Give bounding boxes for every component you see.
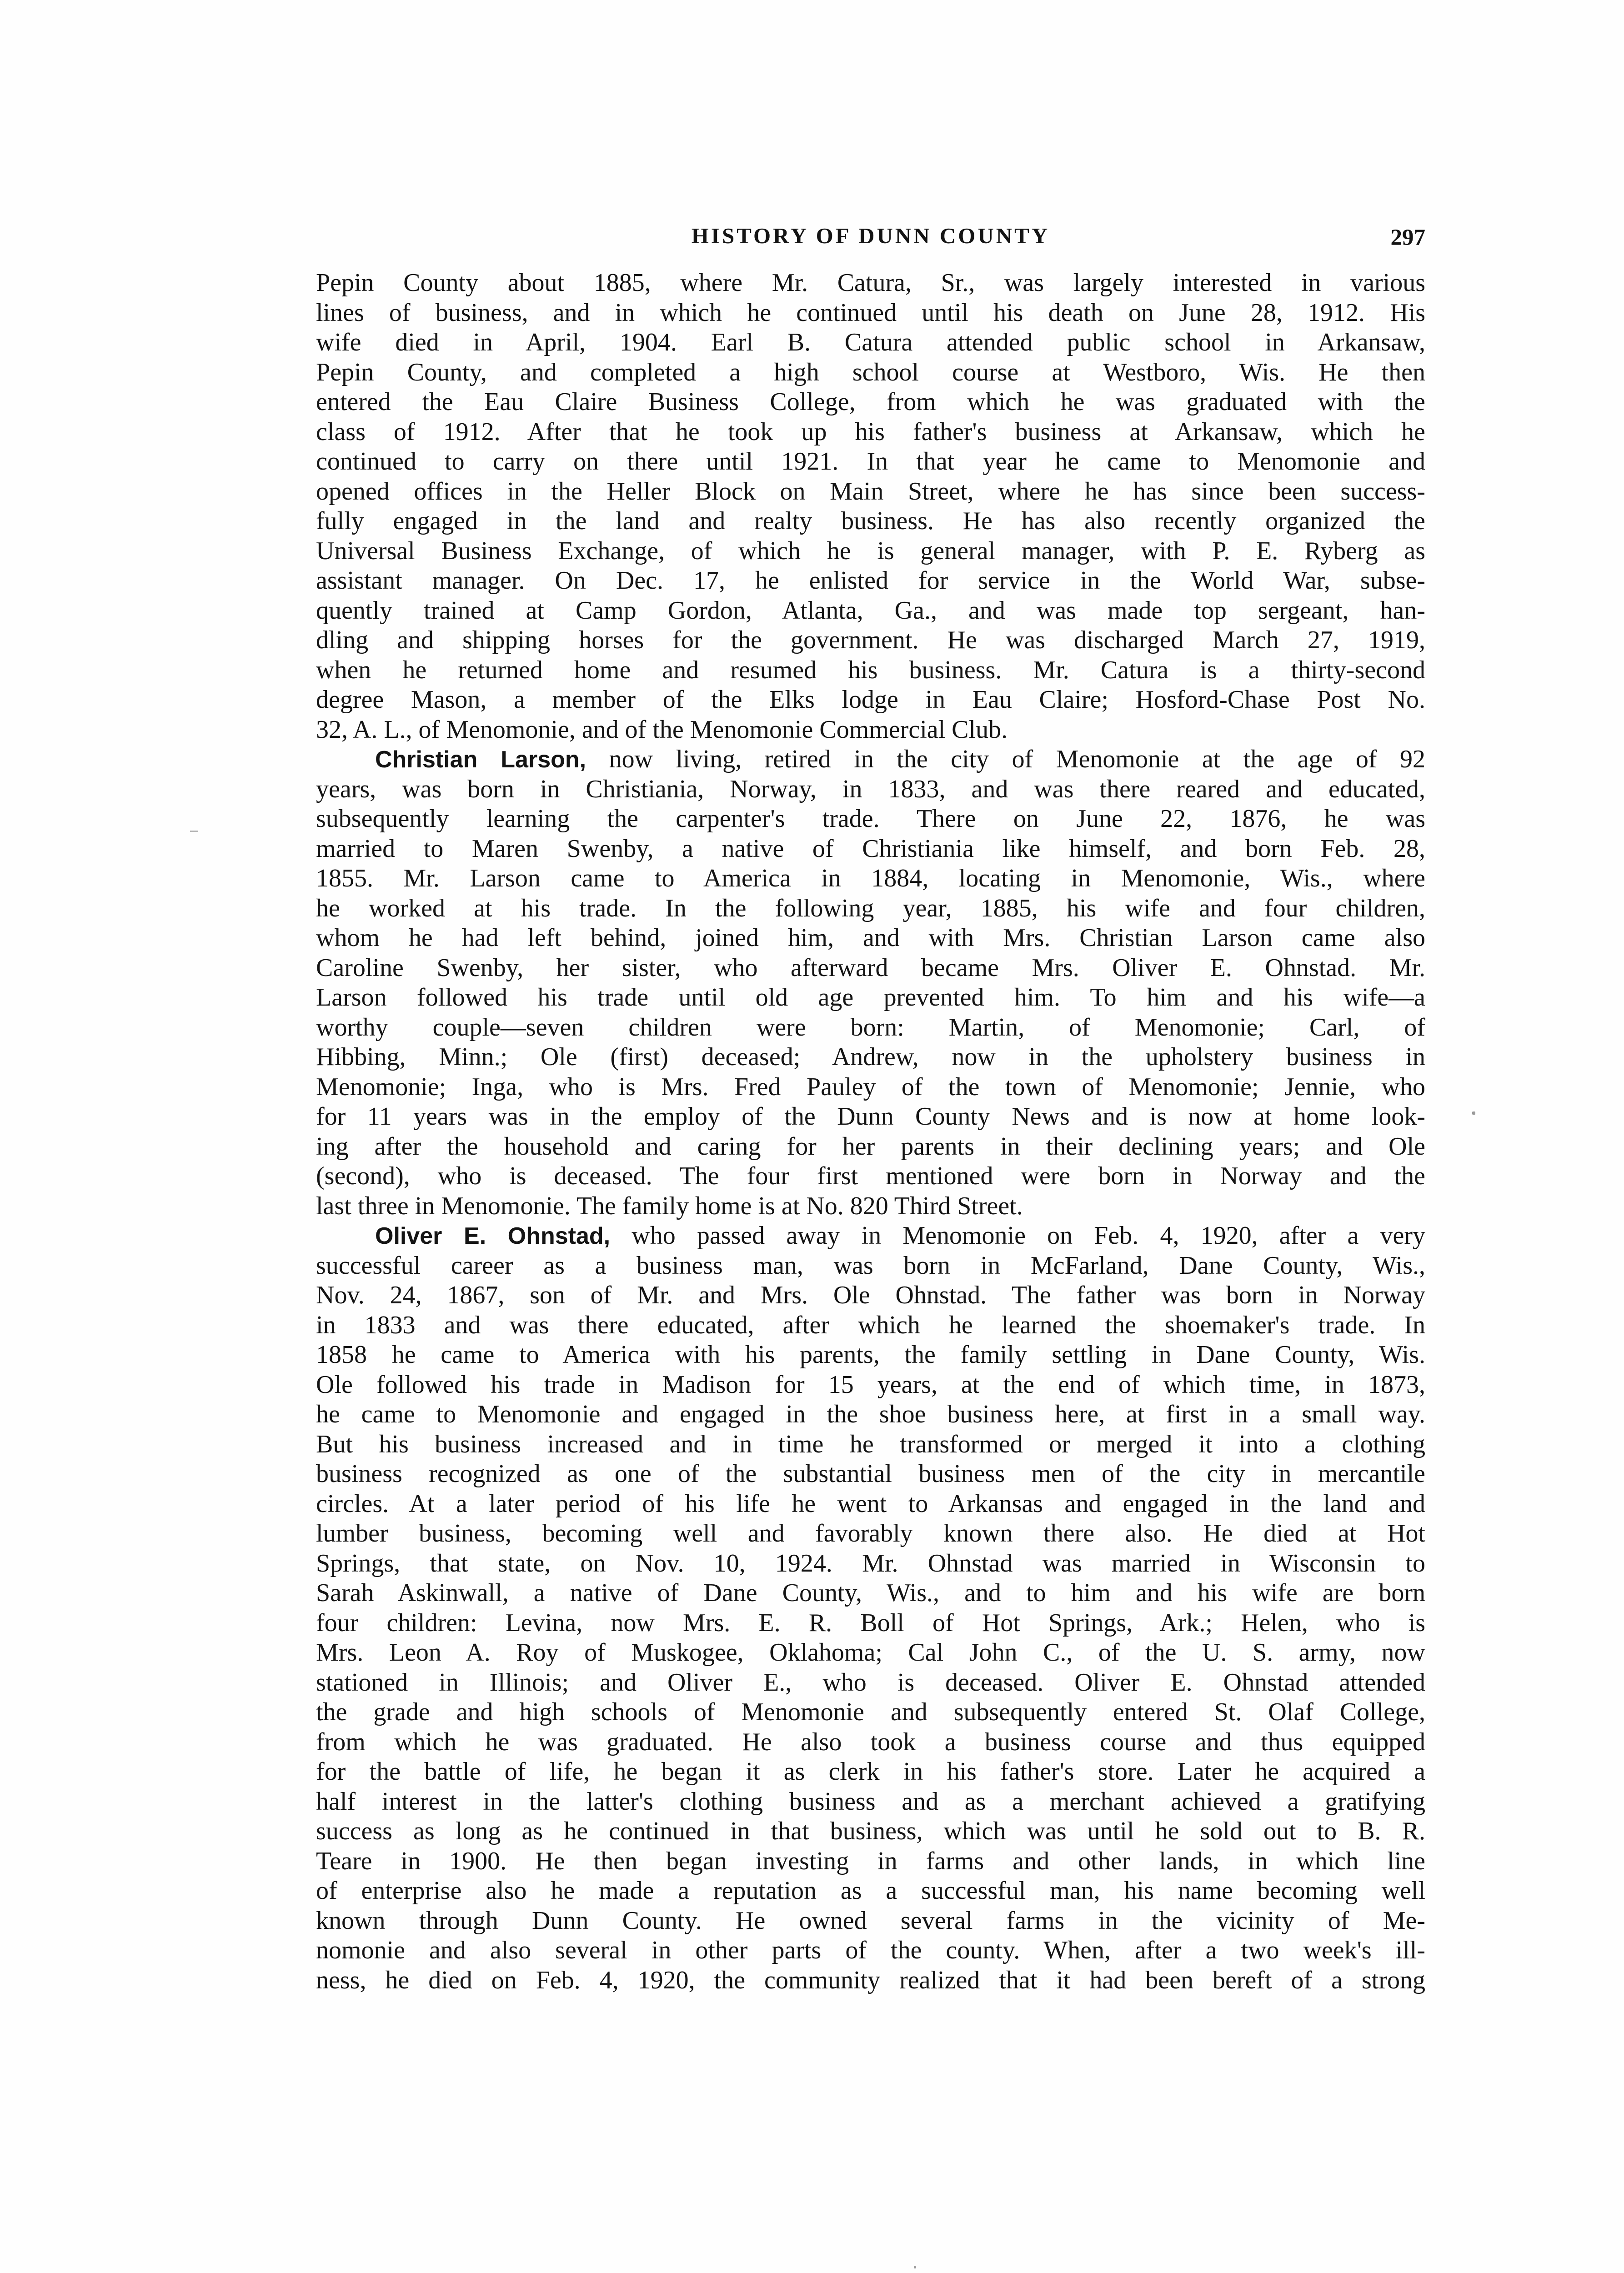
text-line: Pepin County, and completed a high school course at Westboro, Wis. He then <box>316 358 1425 386</box>
text-line: for the battle of life, he began it as clerk in his father's store. Later he acquired a <box>316 1757 1425 1786</box>
text-line: (second), who is deceased. The four first mentioned were born in Norway and the <box>316 1162 1425 1190</box>
text-line: four children: Levina, now Mrs. E. R. Boll of Hot Springs, Ark.; Helen, who is <box>316 1608 1425 1637</box>
text-line: Mrs. Leon A. Roy of Muskogee, Oklahoma; Cal John C., of the U. S. army, now <box>316 1638 1425 1667</box>
text-line: lines of business, and in which he continued until his death on June 28, 1912. His <box>316 298 1425 327</box>
text-line: opened offices in the Heller Block on Main Street, where he has since been success- <box>316 477 1425 506</box>
text-line: continued to carry on there until 1921. In that year he came to Menomonie and <box>316 447 1425 476</box>
text-line: business recognized as one of the substantial business men of the city in mercantile <box>316 1460 1425 1488</box>
text-line: Teare in 1900. He then began investing in farms and other lands, in which line <box>316 1847 1425 1875</box>
text-line: for 11 years was in the employ of the Dunn County News and is now at home look- <box>316 1102 1425 1131</box>
text-line: known through Dunn County. He owned several farms in the vicinity of Me- <box>316 1906 1425 1935</box>
text-line: lumber business, becoming well and favorably known there also. He died at Hot <box>316 1519 1425 1547</box>
body-text <box>316 268 1425 2087</box>
scan-speck <box>914 2266 916 2268</box>
biography-name: Oliver E. Ohnstad, <box>375 1223 611 1249</box>
text-line: ness, he died on Feb. 4, 1920, the community realized that it had been bereft of a strong <box>316 1966 1425 1994</box>
paragraph-catura <box>316 268 1425 745</box>
scan-speck <box>1472 1111 1475 1115</box>
text-line: Sarah Askinwall, a native of Dane County, Wis., and to him and his wife are born <box>316 1579 1425 1607</box>
paragraph-oliver-ohnstad <box>316 1221 1425 1995</box>
text-line: when he returned home and resumed his business. Mr. Catura is a thirty-second <box>316 656 1425 684</box>
text-line: 1858 he came to America with his parents, the family settling in Dane County, Wis. <box>316 1341 1425 1369</box>
text-line: he worked at his trade. In the following year, 1885, his wife and four children, <box>316 894 1425 922</box>
biography-name: Christian Larson, <box>375 746 586 773</box>
text-line: half interest in the latter's clothing business and as a merchant achieved a gratifying <box>316 1787 1425 1816</box>
text-line: the grade and high schools of Menomonie and subsequently entered St. Olaf College, <box>316 1698 1425 1726</box>
text-line: stationed in Illinois; and Oliver E., who is deceased. Oliver E. Ohnstad attended <box>316 1668 1425 1697</box>
text-line: of enterprise also he made a reputation as a successful man, his name becoming well <box>316 1877 1425 1905</box>
text-line: last three in Menomonie. The family home is at No. 820 Third Street. <box>316 1192 1023 1220</box>
text-line: married to Maren Swenby, a native of Christiania like himself, and born Feb. 28, <box>316 834 1425 863</box>
text-line: class of 1912. After that he took up his father's business at Arkansaw, which he <box>316 417 1425 446</box>
text-line: successful career as a business man, was born in McFarland, Dane County, Wis., <box>316 1251 1425 1280</box>
text-line: Ole followed his trade in Madison for 15 years, at the end of which time, in 1873, <box>316 1370 1425 1399</box>
running-title: HISTORY OF DUNN COUNTY <box>691 223 1050 248</box>
text-line: degree Mason, a member of the Elks lodge in Eau Claire; Hosford-Chase Post No. <box>316 686 1425 714</box>
text-line: he came to Menomonie and engaged in the shoe business here, at first in a small way. <box>316 1400 1425 1428</box>
text-line-lead <box>316 1221 1425 1251</box>
text-line-lead <box>316 745 1425 775</box>
text-line: ing after the household and caring for her parents in their declining years; and Ole <box>316 1132 1425 1161</box>
lead-line-text: now living, retired in the city of Menomonie at the age of 92 <box>586 745 1425 773</box>
text-line: Pepin County about 1885, where Mr. Catura, Sr., was largely interested in various <box>316 269 1425 297</box>
text-line: assistant manager. On Dec. 17, he enlisted for service in the World War, subse- <box>316 566 1425 595</box>
page-number: 297 <box>1390 225 1425 250</box>
text-line: success as long as he continued in that business, which was until he sold out to B. R. <box>316 1817 1425 1845</box>
text-line: quently trained at Camp Gordon, Atlanta, Ga., and was made top sergeant, han- <box>316 596 1425 625</box>
text-line: fully engaged in the land and realty business. He has also recently organized the <box>316 507 1425 535</box>
text-line: Hibbing, Minn.; Ole (first) deceased; Andrew, now in the upholstery business in <box>316 1043 1425 1071</box>
text-line: worthy couple—seven children were born: Martin, of Menomonie; Carl, of <box>316 1013 1425 1041</box>
text-line: Caroline Swenby, her sister, who afterward became Mrs. Oliver E. Ohnstad. Mr. <box>316 953 1425 982</box>
running-head <box>316 223 1425 259</box>
text-line: nomonie and also several in other parts of the county. When, after a two week's ill- <box>316 1936 1425 1964</box>
text-line: 32, A. L., of Menomonie, and of the Menomonie Commercial Club. <box>316 715 1008 744</box>
text-line: Nov. 24, 1867, son of Mr. and Mrs. Ole Ohnstad. The father was born in Norway <box>316 1281 1425 1309</box>
text-line: 1855. Mr. Larson came to America in 1884, locating in Menomonie, Wis., where <box>316 864 1425 892</box>
text-line: years, was born in Christiania, Norway, in 1833, and was there reared and educated, <box>316 775 1425 803</box>
text-line: Menomonie; Inga, who is Mrs. Fred Pauley of the town of Menomonie; Jennie, who <box>316 1072 1425 1101</box>
text-line: in 1833 and was there educated, after which he learned the shoemaker's trade. In <box>316 1311 1425 1339</box>
text-line: entered the Eau Claire Business College, from which he was graduated with the <box>316 388 1425 416</box>
scan-mark <box>190 831 198 832</box>
text-line: Springs, that state, on Nov. 10, 1924. Mr. Ohnstad was married in Wisconsin to <box>316 1549 1425 1577</box>
paragraph-christian-larson <box>316 745 1425 1221</box>
lead-line-text: who passed away in Menomonie on Feb. 4, 1920, after a very <box>610 1222 1425 1250</box>
text-line: dling and shipping horses for the government. He was discharged March 27, 1919, <box>316 626 1425 654</box>
text-line: wife died in April, 1904. Earl B. Catura attended public school in Arkansaw, <box>316 328 1425 356</box>
text-line: circles. At a later period of his life he went to Arkansas and engaged in the land and <box>316 1489 1425 1518</box>
text-line: from which he was graduated. He also took a business course and thus equipped <box>316 1727 1425 1756</box>
text-line: whom he had left behind, joined him, and with Mrs. Christian Larson came also <box>316 924 1425 952</box>
text-line: Universal Business Exchange, of which he is general manager, with P. E. Ryberg as <box>316 536 1425 565</box>
text-line: Larson followed his trade until old age prevented him. To him and his wife—a <box>316 983 1425 1011</box>
text-line: But his business increased and in time he transformed or merged it into a clothing <box>316 1430 1425 1458</box>
text-line: subsequently learning the carpenter's trade. There on June 22, 1876, he was <box>316 805 1425 833</box>
